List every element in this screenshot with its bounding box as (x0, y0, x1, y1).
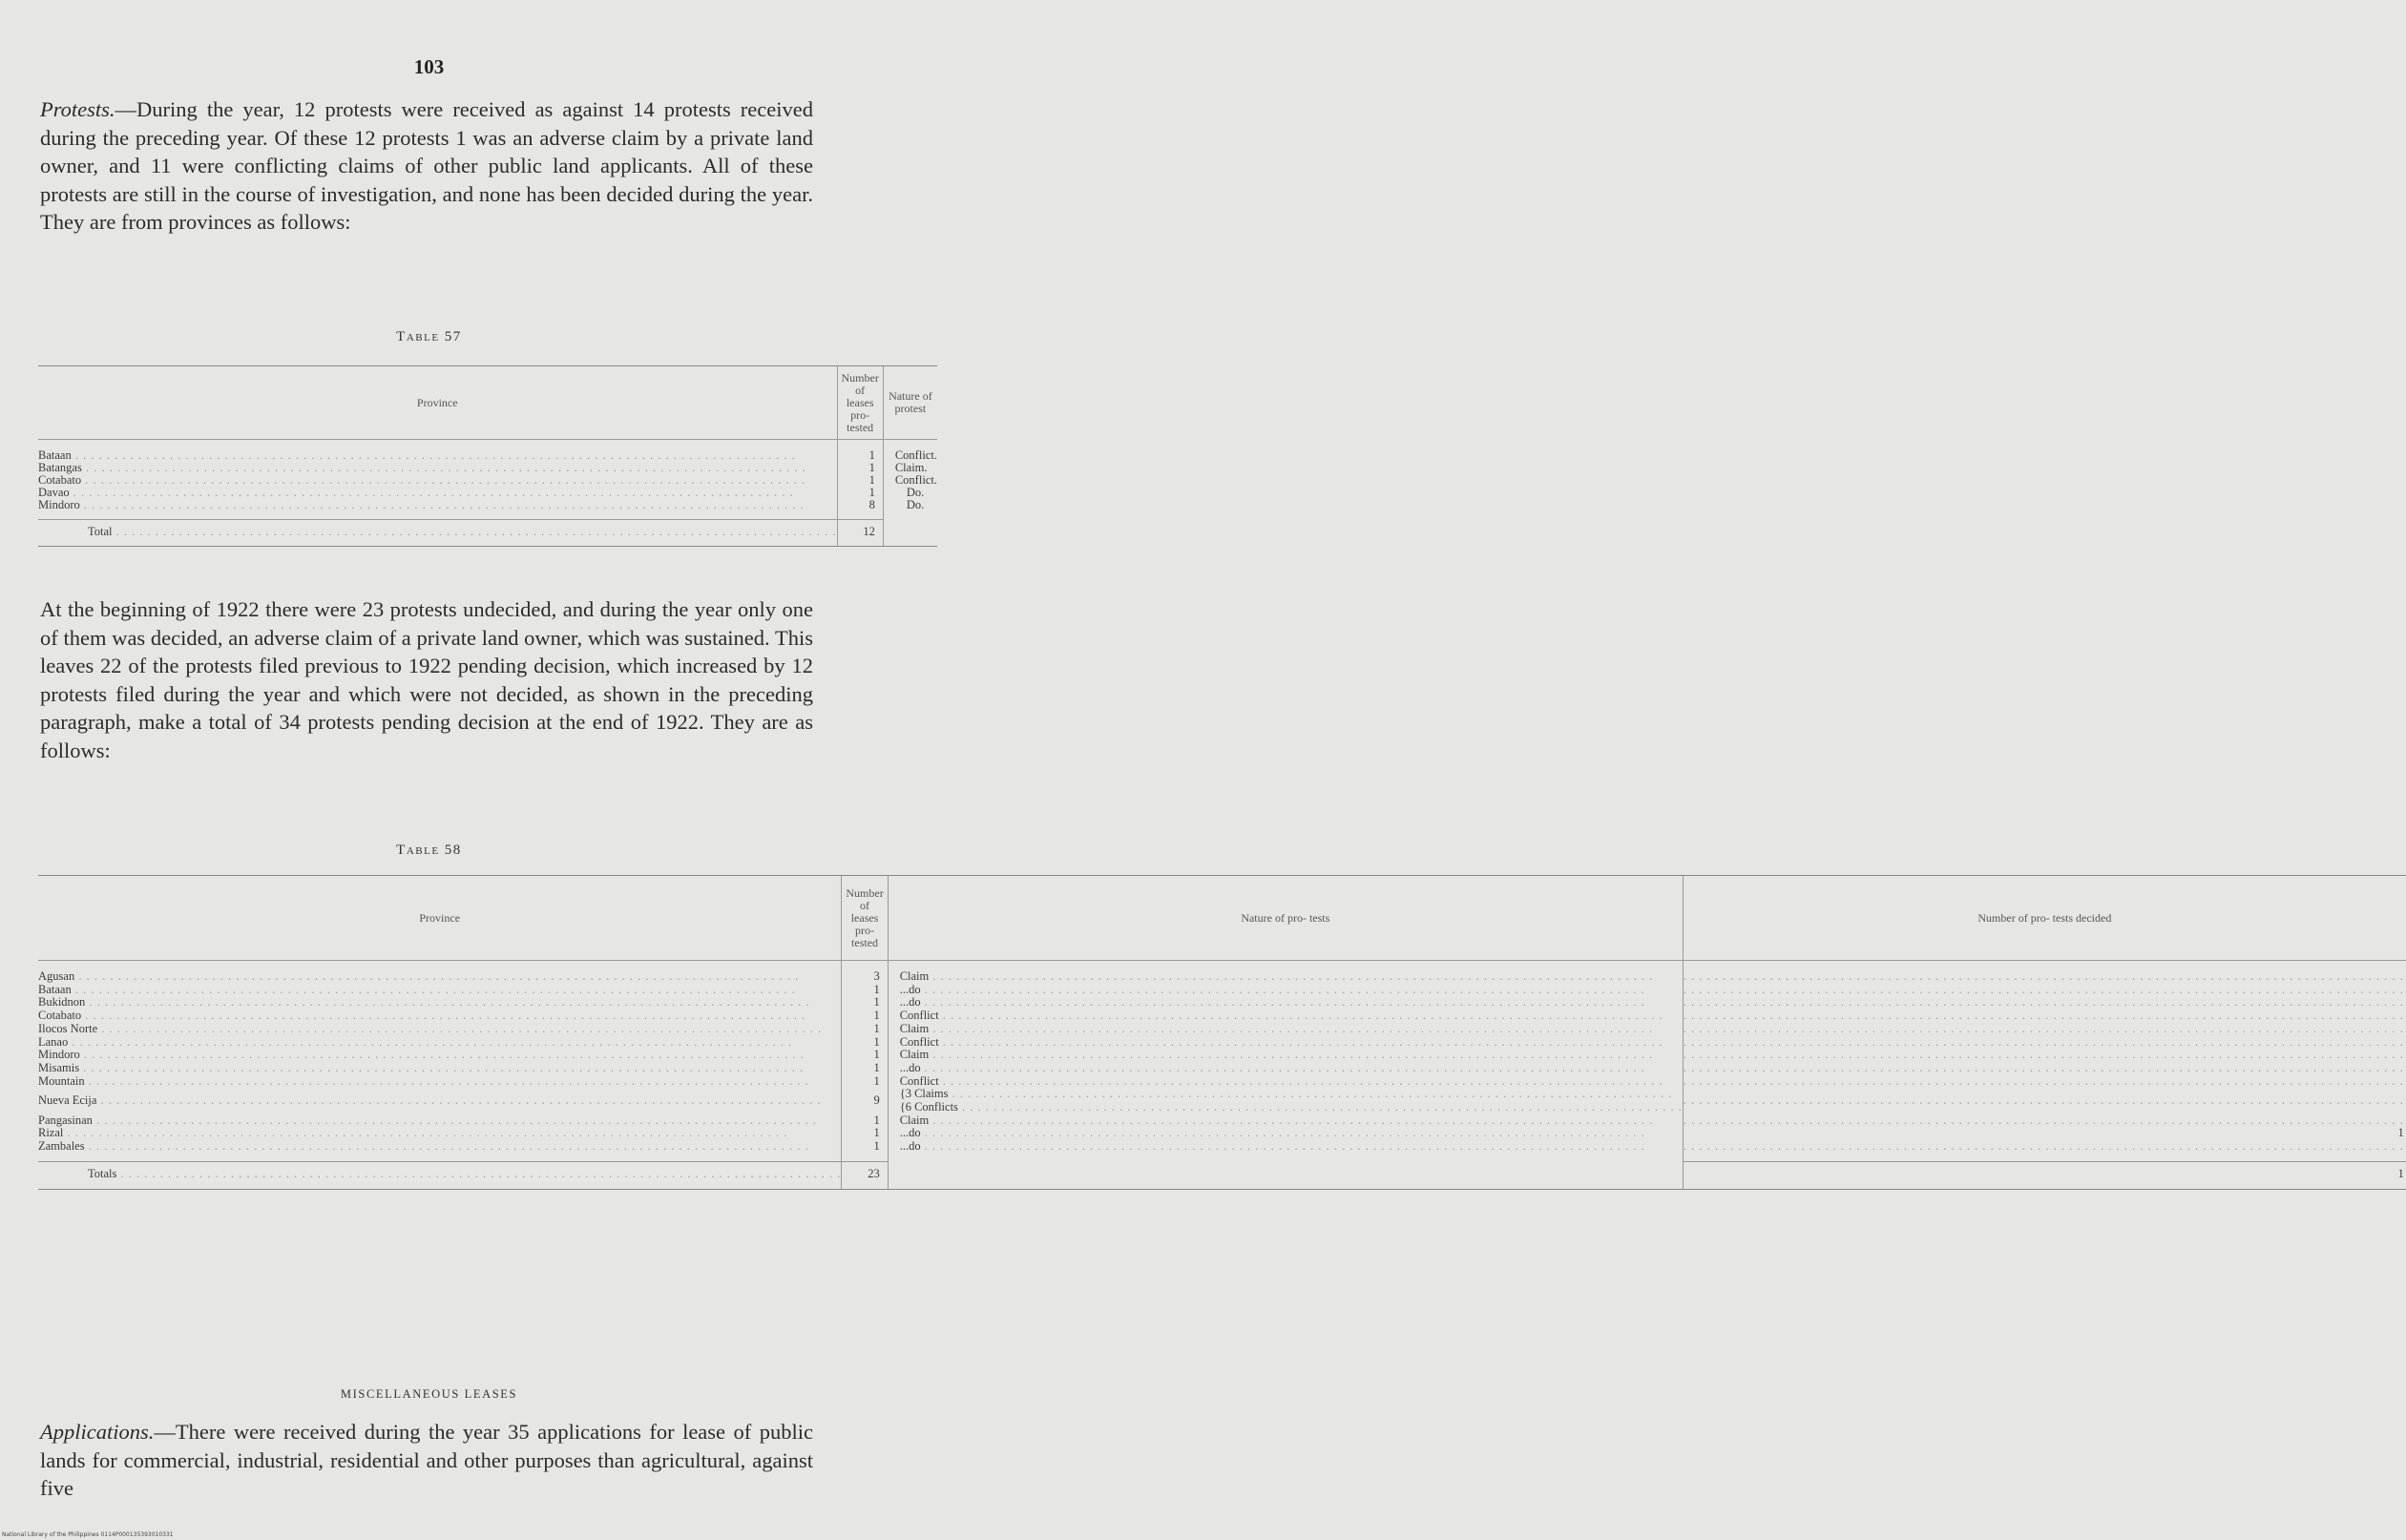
table-row (38, 1049, 2406, 1062)
table-58-nature: ...do . . . (888, 1140, 1683, 1161)
paragraph-lead-protests: Protests. (40, 97, 115, 121)
table-57-total-empty (883, 520, 937, 547)
paragraph-lead-applications: Applications. (40, 1420, 155, 1444)
table-58-province: Pangasinan . . . (38, 1114, 842, 1128)
table-58-province: Lanao . . . (38, 1036, 842, 1050)
table-58-number: 1 (842, 1127, 888, 1140)
table-58-header-number: Number of leases pro- tested (842, 876, 888, 961)
table-57-total-value: 12 (837, 520, 883, 547)
table-57-number: 1 (837, 462, 883, 474)
table-58-number: 1 (842, 1023, 888, 1036)
table-58-decided: 1 (1683, 1127, 2405, 1140)
table-58-nature: Claim . . . (888, 1049, 1683, 1062)
table-57-bottom-rule (38, 546, 937, 547)
table-58-total-number: 23 (842, 1161, 888, 1188)
table-58-number: 1 (842, 1140, 888, 1161)
table-row (38, 1009, 2406, 1023)
table-58-nature: Conflict . . . (888, 1009, 1683, 1023)
table-58-nature: ...do . . . (888, 996, 1683, 1009)
table-row (38, 499, 937, 520)
table-58-nature: ...do . . . (888, 984, 1683, 997)
table-57-number: 1 (837, 474, 883, 487)
table-row (38, 1075, 2406, 1089)
table-58-number: 1 (842, 1075, 888, 1089)
table-58 (38, 875, 2406, 1190)
table-58-nature: Conflict . . . (888, 1075, 1683, 1089)
table-58-decided (1683, 1088, 2405, 1113)
footer-watermark: National Library of the Philippines 0114P000135393010331 (2, 1531, 174, 1538)
table-57-province: Bataan . . . (38, 440, 837, 463)
table-58-province: Nueva Ecija . . . (38, 1088, 842, 1113)
table-58-number: 1 (842, 984, 888, 997)
table-row (38, 1023, 2406, 1036)
table-58-province: Bukidnon . . . (38, 996, 842, 1009)
table-58-number: 1 (842, 1036, 888, 1050)
table-row (38, 984, 2406, 997)
table-58-decided (1683, 1009, 2405, 1023)
table-58-province: Misamis . . . (38, 1062, 842, 1075)
table-58-province: Cotabato . . . (38, 1009, 842, 1023)
table-row (38, 961, 2406, 984)
table-57-header-nature: Nature of protest (883, 366, 937, 440)
table-58-nature: Conflict . . . (888, 1036, 1683, 1050)
table-58-total-row (38, 1161, 2406, 1188)
table-58-province: Zambales . . . (38, 1140, 842, 1161)
table-57-header-province: Province (38, 366, 837, 440)
paragraph-body-protests: —During the year, 12 protests were received as against 14 protests received during the preceding year. Of these 12 protests 1 was an adverse claim by a private land owner, and 11 were conflicting claims of other public land applicants. All of these protests are still in the course of investigation, and none has been decided during the year. They are from provinces as follows: (40, 97, 813, 234)
table-58-number: 1 (842, 1049, 888, 1062)
table-58-bottom-rule (38, 1189, 2406, 1190)
paragraph-pending: At the beginning of 1922 there were 23 protests undecided, and during the year only one of them was decided, an adverse claim of a private land owner, which was sustained. This leaves 22 of the protests filed previous to 1922 pending decision, which increased by 12 protests filed during the year and which were not decided, as shown in the preceding paragraph, make a total of 34 protests pending decision at the end of 1922. They are as follows: (40, 597, 813, 762)
table-58-decided (1683, 984, 2405, 997)
table-row (38, 1088, 2406, 1113)
table-58-nature: {3 Claims . . . (900, 1088, 1683, 1101)
paragraph-body-applications: —There were received during the year 35 applications for lease of public lands for commercial, industrial, residential and other purposes than agricultural, against five (40, 1420, 813, 1500)
table-57-province: Mindoro . . . (38, 499, 837, 520)
table-58-number: 1 (842, 996, 888, 1009)
table-57-province: Davao . . . (38, 487, 837, 499)
table-58-decided (1683, 961, 2405, 984)
table-58-header-row (38, 876, 2406, 961)
table-58-province: Mindoro . . . (38, 1049, 842, 1062)
table-58-decided (1683, 1114, 2405, 1128)
table-58-nature: ...do . . . (888, 1127, 1683, 1140)
table-row (38, 1114, 2406, 1128)
table-row (38, 1036, 2406, 1050)
table-57-number: 1 (837, 487, 883, 499)
table-58-header-province: Province (38, 876, 842, 961)
table-57-nature: Conflict. (883, 474, 937, 487)
table-58-nature: Claim . . . (888, 1114, 1683, 1128)
table-58-number: 1 (842, 1062, 888, 1075)
table-58-province: Mountain . . . (38, 1075, 842, 1089)
table-58-province: Bataan . . . (38, 984, 842, 997)
table-58-decided (1683, 1023, 2405, 1036)
table-57-nature: Do. (883, 499, 937, 520)
table-57-total-row (38, 520, 937, 547)
table-57-header-number: Number of leases pro- tested (837, 366, 883, 440)
table-58-decided (1683, 996, 2405, 1009)
table-57-province: Cotabato . . . (38, 474, 837, 487)
table-58-decided (1683, 1075, 2405, 1089)
table-58-nature: ...do . . . (888, 1062, 1683, 1075)
paragraph-applications (40, 1418, 813, 1503)
table-57-title: Table 57 (396, 329, 462, 344)
table-row (38, 996, 2406, 1009)
paragraph-protests (40, 95, 813, 237)
table-row (38, 1062, 2406, 1075)
table-57 (38, 365, 937, 547)
table-58-nature-cell (888, 1088, 1683, 1113)
table-57-number: 1 (837, 440, 883, 463)
table-58-province: Ilocos Norte . . . (38, 1023, 842, 1036)
table-58-total-empty (888, 1161, 1683, 1188)
table-58-province: Agusan . . . (38, 961, 842, 984)
table-57-header-row (38, 366, 937, 440)
table-58-title: Table 58 (396, 843, 462, 858)
table-row (38, 440, 937, 463)
table-row (38, 1140, 2406, 1161)
page-number: 103 (413, 55, 445, 78)
table-57-nature: Conflict. (883, 440, 937, 463)
table-58-header-decided: Number of pro- tests decided (1683, 876, 2405, 961)
table-58-number: 3 (842, 961, 888, 984)
table-58-nature: Claim . . . (888, 1023, 1683, 1036)
table-58-total-decided: 1 (1683, 1161, 2405, 1188)
table-57-nature: Do. (883, 487, 937, 499)
table-57-province: Batangas . . . (38, 462, 837, 474)
table-58-number: 1 (842, 1114, 888, 1128)
table-58-number: 9 (842, 1088, 888, 1113)
table-58-header-nature: Nature of pro- tests (888, 876, 1683, 961)
table-58-nature: Claim . . . (888, 961, 1683, 984)
table-row (38, 1127, 2406, 1140)
table-57-nature: Claim. (883, 462, 937, 474)
table-58-total-label: Totals . . . (38, 1161, 842, 1188)
table-58-decided (1683, 1140, 2405, 1161)
table-57-number: 8 (837, 499, 883, 520)
table-58-decided (1683, 1036, 2405, 1050)
table-58-number: 1 (842, 1009, 888, 1023)
table-58-nature-secondary: {6 Conflicts . . . (900, 1101, 1683, 1114)
table-58-decided (1683, 1049, 2405, 1062)
table-57-total-label: Total . . . (38, 520, 837, 547)
table-58-decided (1683, 1062, 2405, 1075)
table-58-province: Rizal . . . (38, 1127, 842, 1140)
section-heading: MISCELLANEOUS LEASES (340, 1387, 518, 1401)
